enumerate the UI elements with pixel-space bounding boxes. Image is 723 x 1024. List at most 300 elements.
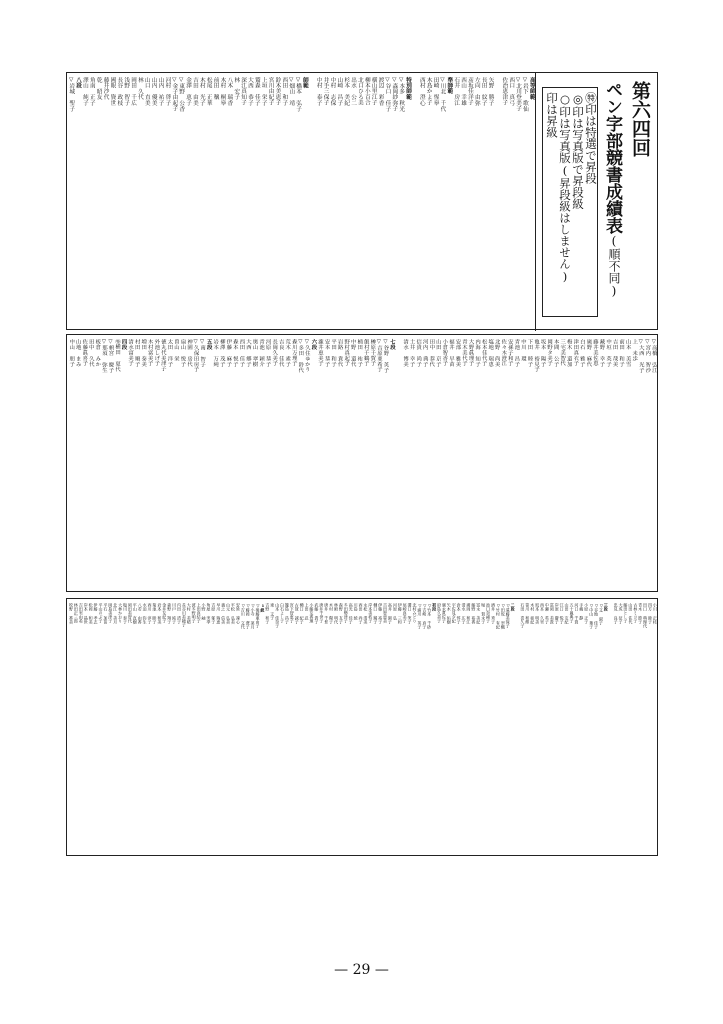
person-name: 吉良 佳代 (277, 339, 284, 367)
person-name: 高光 佳子 (348, 603, 354, 625)
person-name: 岡田美智代 (127, 603, 133, 624)
person-name: 廣岡 和江 (466, 603, 472, 625)
person-name: 森野 翔子 (167, 603, 173, 625)
person-name: 古賀 誠子 (294, 603, 300, 625)
result-entry (480, 73, 487, 329)
result-entry (68, 73, 75, 329)
person-name: 笹川 和輝 (525, 603, 531, 625)
rank-heading (404, 73, 411, 329)
person-name: 長谷川美穂子 (181, 603, 187, 628)
person-name: 清水 広子 (461, 603, 467, 625)
person-name: 長田 紋子 (480, 77, 487, 106)
result-entry (501, 73, 508, 329)
legend-line: ○印は写真版(昇段級はしません) (558, 92, 572, 284)
person-name: 田中 恭代 (428, 339, 435, 367)
person-name: 吉原亜希子 (375, 345, 382, 372)
person-name: 水迫 弥生 (142, 603, 148, 625)
person-name: 木村 桐皋 (219, 77, 226, 106)
person-name: 下田 睦子 (526, 339, 533, 367)
rank-heading-text: 師範 (301, 77, 308, 89)
person-name: 木村 亜紀 (530, 603, 536, 625)
person-name: 宮川由紀子 (267, 77, 274, 106)
person-name: 清水 博美 (402, 339, 409, 367)
person-name: 榊原千賀子 (369, 339, 376, 366)
result-entry (356, 73, 363, 329)
result-entry (514, 73, 521, 329)
results-band-3 (66, 598, 658, 856)
person-name: 高橋 弘江 (650, 345, 657, 373)
person-name: 谷地 佳子 (594, 608, 599, 630)
person-name: 平山のぶ子 (98, 603, 104, 624)
person-name: 岩路 貴代 (336, 339, 343, 367)
person-name: 岡野タ美子 (546, 339, 553, 366)
person-name: 林 宏子 (233, 77, 240, 100)
promotion-mark: ㊕ (114, 339, 120, 345)
person-name: 吉田 哉美 (611, 339, 618, 367)
person-name: 後藤亜由子 (255, 608, 261, 629)
person-name: 吉崎 真子 (422, 608, 428, 630)
person-name: 本間 公子 (552, 339, 559, 367)
person-name: 坂本 陽子 (539, 339, 546, 367)
rank-heading-text: 八段 (75, 77, 82, 89)
person-name: 上田 忍 (304, 603, 310, 621)
person-name: 小原 正子 (584, 603, 590, 625)
person-name: 山田 佐代 (628, 603, 634, 625)
person-name: 山内 祐子 (157, 77, 164, 106)
result-entry (652, 599, 657, 855)
rank-heading-text: 七段 (388, 339, 395, 350)
person-name: 伊藤 麻子 (225, 339, 232, 367)
person-name: 西田 佳子 (238, 339, 245, 367)
person-name: 西山 幸雄 (460, 77, 467, 106)
person-name: 小藤友香理 (309, 603, 315, 624)
person-name: 西川 淳子 (147, 603, 153, 625)
person-name: 岩本 万純 (212, 339, 219, 367)
person-name: 武藤 貴子 (314, 603, 320, 625)
person-name: 飯村千鶴子 (362, 339, 369, 366)
person-name: 福井 早苗 (447, 339, 454, 367)
result-entry (102, 73, 109, 329)
person-name: 西田 尚子 (358, 603, 364, 625)
person-name: 忠見 良子 (613, 603, 619, 625)
result-entry (81, 73, 88, 329)
result-entry (521, 73, 528, 329)
rank-heading-text: 五段 (205, 339, 212, 350)
result-entry (253, 73, 260, 329)
person-name: 藤井沙代 (102, 77, 109, 100)
person-name: 佐々木澄江 (500, 339, 507, 366)
person-name: 岩城 聖子 (68, 83, 75, 112)
person-name: 西村 澄心 (418, 77, 425, 106)
person-name: 梅木 道加 (565, 339, 572, 367)
result-entry (267, 73, 274, 329)
person-name: 岸本美枝子 (368, 603, 374, 624)
person-name: 太田 洋子 (166, 339, 173, 367)
promotion-mark: ▽ (589, 603, 595, 608)
person-name: 山田 友紀 (564, 603, 570, 625)
person-name: 長岡久美子 (271, 339, 278, 366)
person-name: 林殿 明代 (333, 603, 339, 625)
person-name: 田坂 翠楓 (500, 608, 506, 630)
promotion-mark: ▽ (650, 339, 657, 345)
result-entry (473, 73, 480, 329)
result-entry (178, 73, 185, 329)
result-entry (370, 73, 377, 329)
promotion-mark: ▽ (107, 339, 114, 345)
person-name: 柳澤 茂子 (218, 339, 225, 367)
person-name: 中村 志保 (329, 77, 336, 106)
person-name: 谷野 英子 (382, 345, 389, 373)
person-name: 石田 喜久子 (520, 603, 526, 629)
title-box (535, 73, 657, 331)
person-name: 中野 道代 (349, 339, 356, 367)
person-name: 八若 由香 (137, 603, 143, 625)
person-name: 山崎 昌子 (336, 77, 343, 106)
person-name: 上垣 栄子 (260, 77, 267, 106)
person-name: 深江真知子 (240, 77, 247, 106)
person-name: 文 淑子 (598, 608, 604, 626)
person-name: 清水富美子 (127, 339, 134, 366)
person-name: 江口 悦子 (559, 603, 565, 625)
person-name: 桶田 祐子 (356, 339, 363, 367)
person-name: 松尾 正華 (205, 77, 212, 106)
person-name: 義之 信美 (221, 603, 227, 625)
person-name: 徳丸代美津子 (159, 339, 166, 372)
person-name: 田中 久代 (87, 339, 94, 367)
person-name: 田崎 惺皋 (432, 77, 439, 106)
person-name: 白石 雅子 (578, 339, 585, 367)
person-name: 河口 千賀 (574, 603, 580, 625)
promotion-mark: ▽ (255, 603, 261, 608)
person-name: 森本 悦子 (231, 339, 238, 367)
rank-heading-text: 特別師範 (405, 77, 412, 100)
result-entry (308, 73, 315, 329)
person-name: 青木 節子 (638, 603, 644, 625)
person-name: 小野 紬 (201, 603, 207, 621)
result-entry (184, 73, 191, 329)
result-entry (171, 73, 178, 329)
person-name: 溝口 笑子 (407, 603, 413, 625)
person-name: 平石 加苗 (103, 603, 109, 625)
person-name: 小倉智香子 (441, 339, 448, 366)
person-name: 中村 泰子 (315, 77, 322, 106)
person-name: 矢野 勝子 (487, 77, 494, 106)
person-name: 岩本 和美 (157, 603, 163, 625)
person-name: 平山 直樹 (132, 603, 138, 625)
result-entry (198, 73, 205, 329)
rank-heading-text: 準師範 (446, 77, 453, 94)
person-name: 八木 瑞香 (226, 77, 233, 106)
person-name: 那須 弥生 (100, 345, 107, 373)
person-name: 廣永眞佐子 (441, 603, 447, 624)
person-name: 五十嵐典子 (569, 603, 575, 624)
person-name: 出水 公二 (350, 77, 357, 106)
result-entry (391, 73, 398, 329)
person-name: 澤山 純子 (81, 77, 88, 106)
person-name: 北江 美月 (113, 603, 119, 625)
person-name: 大西 恭子 (246, 77, 253, 106)
person-name: 早川 瑞恵 (216, 603, 222, 625)
person-name: 本多 秋光 (398, 83, 405, 112)
person-name: 板倉 みか (94, 339, 101, 367)
person-name: 藤岡 澄子 (245, 608, 251, 630)
person-name: 金子由起子 (171, 83, 178, 112)
result-entry (136, 73, 143, 329)
person-name: 内海 知子 (474, 339, 481, 367)
person-name: 堀 賀永子 (481, 603, 487, 625)
promotion-mark: ▽ (637, 339, 644, 345)
result-entry (336, 73, 343, 329)
result-entry (384, 73, 391, 329)
person-name: 四方 睦子 (647, 603, 653, 625)
person-name: 川戸 純子 (172, 603, 178, 625)
promotion-mark: ▽ (100, 339, 107, 345)
promotion-mark: ▽ (192, 339, 199, 345)
person-name: 渡辺 彩香 (377, 77, 384, 106)
person-name: 田口 典理代 (643, 603, 649, 629)
person-name: 吉川 文代 (240, 608, 246, 630)
rank-heading-text: 二段 (510, 603, 516, 612)
person-name: 山地 まみ (74, 339, 81, 367)
person-name: 松本佳代子 (480, 339, 487, 366)
result-entry (164, 73, 171, 329)
promotion-mark: ▽ (245, 603, 251, 608)
promotion-mark: ▽ (644, 339, 651, 345)
result-entry (466, 73, 473, 329)
person-name: 倉本 惇子 (456, 603, 462, 625)
person-name: 中垣 英子 (605, 339, 612, 367)
rank-heading (446, 73, 453, 329)
person-name: 角屋 実季 (206, 603, 212, 625)
person-name: 浦川 英子 (417, 608, 423, 630)
person-name: 大成 征子 (618, 603, 624, 625)
person-name: 大林かおり (118, 603, 124, 624)
person-name: 大西 郷子 (244, 339, 251, 367)
result-entry (487, 73, 494, 329)
person-name: 橋本 弘子 (295, 83, 302, 112)
person-name: 北川登美子 (515, 83, 522, 112)
person-name: 坂本 明美 (535, 603, 541, 625)
person-name: 長谷 政枝 (116, 77, 123, 106)
person-name: 河内 典子 (421, 339, 428, 367)
person-name: 國眼 資世 (109, 77, 116, 106)
person-name: 河村 啓子 (164, 77, 171, 106)
results-band-1 (66, 72, 658, 330)
result-entry (233, 73, 240, 329)
person-name: 牧野 香美 (69, 603, 75, 625)
promotion-mark: ▽ (375, 339, 382, 345)
person-name: 藤野 裕香 (471, 603, 477, 625)
result-entry (157, 73, 164, 329)
person-name: 前田 和子 (618, 339, 625, 367)
rank-heading (74, 73, 81, 329)
person-name: 安部 雅美 (454, 339, 461, 367)
person-name: 青木美代子 (460, 339, 467, 366)
person-name: 横山里江子 (370, 77, 377, 106)
person-name: 柳本小百合 (363, 77, 370, 106)
legend (542, 87, 598, 317)
person-name: 北村みどり (412, 603, 418, 624)
result-entry (143, 73, 150, 329)
person-name: 山本 美雪 (624, 339, 631, 367)
result-entry (294, 73, 301, 329)
person-name: 石井 房江 (453, 77, 460, 106)
promotion-mark: ▽ (240, 603, 246, 608)
person-name: 乾 昭友 (95, 77, 102, 100)
promotion-mark: ▽ (68, 77, 75, 83)
person-name: 森川万理子 (290, 339, 297, 366)
result-entry (322, 73, 329, 329)
result-entry (219, 73, 226, 329)
person-name: 藤田とし子 (623, 603, 629, 624)
person-name: 北野 尚美 (493, 339, 500, 367)
result-entry (329, 73, 336, 329)
person-name: 多田 鈴代 (297, 345, 304, 373)
legend-line: ㊕印は特選で昇段 (584, 92, 598, 184)
person-name: 唐井千世子 (319, 603, 325, 624)
result-entry (129, 73, 136, 329)
person-name: 横田 夏代 (114, 344, 120, 372)
person-name: 伊藤 三和 (397, 603, 403, 625)
rank-heading (301, 73, 308, 329)
rank-heading-text: 高等師範 (528, 77, 535, 100)
person-name: 西本 久実 (540, 603, 546, 625)
person-name: 大野眞理子 (467, 339, 474, 366)
person-name: 安本 恭子 (323, 339, 330, 367)
band-1-columns (68, 73, 536, 329)
person-name: 菊池 睦子 (152, 603, 158, 625)
promotion-mark: ▽ (515, 77, 522, 83)
person-name: 小川 正枝 (652, 603, 658, 625)
promotion-mark: ▽ (295, 77, 302, 83)
person-name: 安孫子和子 (506, 339, 513, 366)
person-name: 酒井 秀子 (490, 603, 496, 625)
person-name: 波多野明子 (191, 603, 197, 624)
person-name: 井手三保子 (322, 77, 329, 106)
promotion-mark: ▽ (178, 77, 185, 83)
person-name: 中山 葉子 (589, 608, 595, 630)
legend-line: ◎印は写真版で昇段級 (571, 92, 585, 210)
person-name: 河原 恭子 (264, 339, 271, 367)
person-name: 川島 綾 (353, 603, 359, 621)
promotion-mark: ▽ (391, 77, 398, 83)
person-name: 上田真結子 (196, 603, 202, 624)
result-entry (425, 73, 432, 329)
result-entry (109, 73, 116, 329)
person-name: 遠藤美保子 (505, 608, 511, 629)
person-name: 林田正三郎 (73, 603, 79, 624)
results-band-2 (66, 334, 658, 592)
person-name: 府島久美子 (437, 603, 442, 624)
promotion-mark: ▽ (398, 77, 405, 83)
person-name: 竹村 有紀 (495, 608, 501, 630)
person-name: 樋口 紀子 (299, 603, 305, 625)
person-name: 伊藤 裕子 (378, 603, 384, 625)
rank-heading-text: 三段 (603, 603, 609, 612)
person-name: 中山 朋子 (68, 339, 75, 367)
person-name: 岩下 歌仙 (521, 83, 528, 112)
person-name: 谷口 佳子 (384, 83, 391, 112)
person-name: 久保田房子 (192, 345, 199, 372)
result-entry (650, 335, 657, 591)
promotion-mark: ▽ (417, 603, 423, 608)
person-name: 中瀬 英子 (544, 603, 550, 625)
person-name: 金澤 恵子 (185, 77, 192, 106)
person-name: 増田 泰美 (140, 339, 147, 367)
result-entry (508, 73, 515, 329)
person-name: 津田真衣子 (572, 339, 579, 366)
promotion-mark: ▽ (250, 603, 256, 608)
person-name: 亀井 裕見子 (533, 339, 539, 372)
person-name: 木島かよ子 (425, 77, 432, 106)
person-name: 唐井 千景 (324, 603, 330, 625)
promotion-mark: ▽ (427, 603, 433, 608)
person-name: 信貴 尚子 (415, 339, 422, 367)
person-name: 高井 園子 (387, 603, 393, 625)
person-name: 瀧井恵美子 (316, 339, 323, 366)
person-name: 鷲森 佳子 (253, 77, 260, 106)
rank-heading-text: 初段 (432, 603, 438, 612)
person-name: 吉原 郁子 (211, 603, 217, 625)
person-name: 富岡 美貴 (549, 603, 555, 625)
promotion-mark: ▽ (500, 603, 506, 608)
rank-heading (528, 73, 535, 329)
result-entry (459, 73, 466, 329)
person-name: 三宅美智代 (559, 339, 566, 366)
result-entry (205, 73, 212, 329)
person-name: 頓宮 慶子 (107, 345, 114, 373)
result-entry (343, 73, 350, 329)
person-name: 池口奈緒子 (486, 603, 492, 624)
person-name: 畑山 靖 (288, 83, 295, 106)
person-name: 内田 清子 (176, 603, 182, 625)
promotion-mark: ▽ (521, 77, 528, 83)
result-entry (377, 73, 384, 329)
person-name: 外池しげ子 (153, 339, 160, 366)
person-name: 前田 穣 (212, 77, 219, 100)
page-number: — 29 — (334, 962, 389, 978)
person-name: 尾崎真美子 (402, 603, 408, 624)
person-name: 大西 光子 (637, 345, 644, 373)
person-name: 浅野 智子 (123, 77, 130, 106)
legend-box (655, 77, 659, 85)
rank-heading-text: 1級 (260, 603, 266, 613)
person-name: 多田勢津子 (343, 603, 349, 624)
person-name: 西口 真弓 (508, 77, 515, 106)
person-name: 樋口 鏡子 (373, 603, 379, 625)
person-name: 川北 千代 (439, 83, 446, 112)
result-entry (150, 73, 157, 329)
person-name: 木村 陽子 (329, 603, 335, 625)
person-name: 宮内 智沙 (644, 345, 651, 373)
person-name: 佐藤眞喜子 (81, 339, 88, 366)
result-entry (432, 73, 439, 329)
result-entry (363, 73, 370, 329)
person-name: 山本 佳奈子 (275, 603, 281, 629)
person-name: 吉田 由美 (191, 77, 198, 106)
person-name: 森野 友子 (338, 603, 344, 625)
rank-heading-text: 六段 (310, 339, 317, 350)
person-name: 東 文子 (270, 603, 276, 621)
person-name: 青池 昌子 (513, 339, 520, 367)
person-name: 曽山 栄 (172, 339, 179, 362)
result-entry (95, 73, 102, 329)
person-name: 南 智子 (199, 345, 206, 368)
result-entry (246, 73, 253, 329)
promotion-mark: ▽ (495, 603, 501, 608)
result-entry (439, 73, 446, 329)
person-name: 白石よし子 (280, 603, 285, 624)
